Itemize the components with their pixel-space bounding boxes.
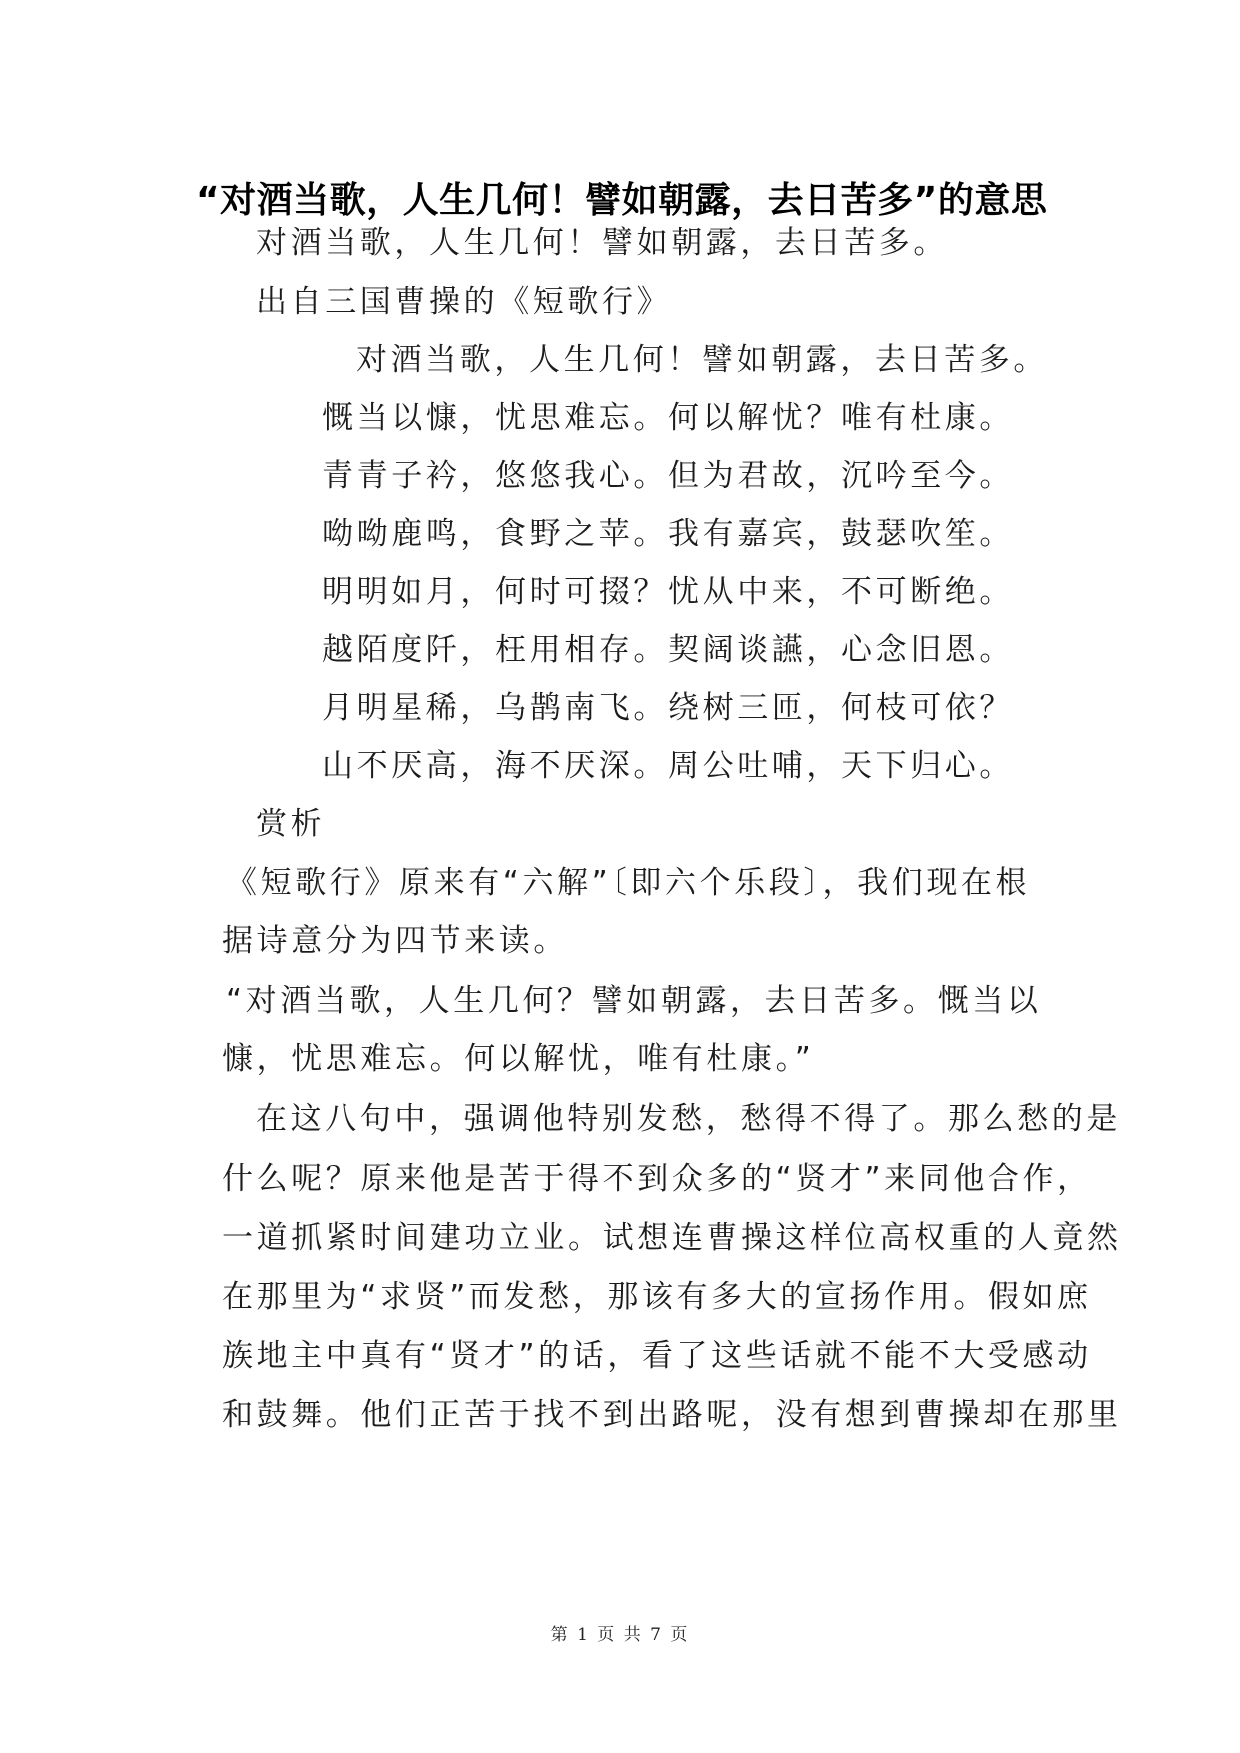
poem-line: 对酒当歌，人生几何！譬如朝露，去日苦多。 [356, 342, 1048, 378]
poem-line: 青青子衿，悠悠我心。但为君故，沉吟至今。 [322, 458, 1014, 494]
intro-line: 对酒当歌，人生几何！譬如朝露，去日苦多。 [256, 225, 948, 261]
analysis-line: 《短歌行》原来有“六解”〔即六个乐段〕，我们现在根 [226, 865, 1031, 901]
analysis-line: 慷，忧思难忘。何以解忧，唯有杜康。” [222, 1041, 815, 1077]
analysis-line: 一道抓紧时间建功立业。试想连曹操这样位高权重的人竟然 [222, 1220, 1122, 1256]
analysis-line: 和鼓舞。他们正苦于找不到出路呢，没有想到曹操却在那里 [222, 1397, 1122, 1433]
poem-line: 呦呦鹿鸣，食野之苹。我有嘉宾，鼓瑟吹笙。 [322, 516, 1014, 552]
analysis-line: 在这八句中，强调他特别发愁，愁得不得了。那么愁的是 [256, 1101, 1121, 1137]
page-number-footer: 第 1 页 共 7 页 [550, 1625, 690, 1645]
poem-line: 月明星稀，乌鹊南飞。绕树三匝，何枝可依？ [322, 690, 1014, 726]
source-line: 出自三国曹操的《短歌行》 [256, 284, 672, 320]
poem-line: 慨当以慷，忧思难忘。何以解忧？唯有杜康。 [322, 400, 1014, 436]
analysis-line: 什么呢？原来他是苦于得不到众多的“贤才”来同他合作， [222, 1161, 1092, 1197]
poem-line: 山不厌高，海不厌深。周公吐哺，天下归心。 [322, 748, 1014, 784]
analysis-line: 族地主中真有“贤才”的话，看了这些话就不能不大受感动 [222, 1338, 1092, 1374]
analysis-line: “对酒当歌，人生几何？譬如朝露，去日苦多。慨当以 [226, 983, 1042, 1019]
document-title: “对酒当歌，人生几何！譬如朝露，去日苦多”的意思 [196, 180, 1048, 221]
analysis-line: 据诗意分为四节来读。 [222, 923, 568, 959]
poem-line: 越陌度阡，枉用相存。契阔谈讌，心念旧恩。 [322, 632, 1014, 668]
analysis-line: 在那里为“求贤”而发愁，那该有多大的宣扬作用。假如庶 [222, 1279, 1092, 1315]
poem-line: 明明如月，何时可掇？忧从中来，不可断绝。 [322, 574, 1014, 610]
section-heading: 赏析 [256, 806, 326, 842]
